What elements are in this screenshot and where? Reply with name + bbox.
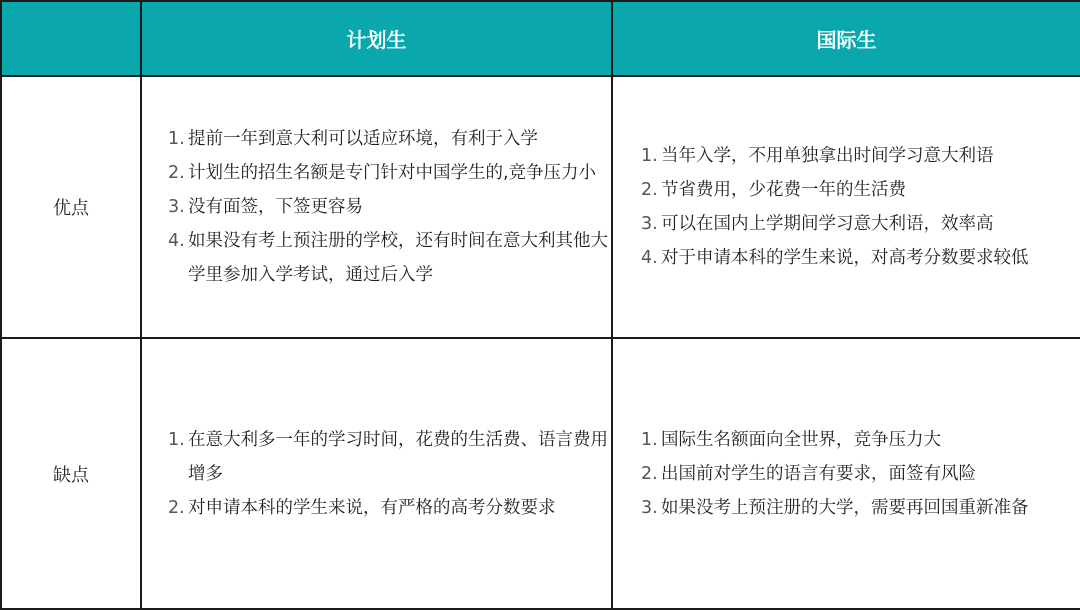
list-item: [641, 241, 1080, 275]
list-item: [641, 173, 1080, 207]
item-number: 2.: [168, 497, 185, 518]
cons-plan-list: [142, 423, 611, 525]
item-text: 出国前对学生的语言有要求，面签有风险: [661, 463, 976, 484]
header-corner-cell: [1, 1, 141, 76]
item-number: 2.: [641, 180, 658, 200]
list-item: [641, 423, 1080, 457]
pros-intl-list: [613, 139, 1080, 275]
item-text: 当年入学，不用单独拿出时间学习意大利语: [661, 146, 994, 166]
cons-intl-cell: [612, 338, 1080, 609]
item-text: 在意大利多一年的学习时间，花费的生活费、语言费用增多: [188, 429, 608, 484]
list-item: [641, 491, 1080, 525]
list-item: [168, 423, 611, 491]
list-item: [168, 224, 611, 292]
list-item: [168, 156, 611, 190]
list-item: [168, 190, 611, 224]
item-text: 对申请本科的学生来说，有严格的高考分数要求: [188, 497, 556, 518]
item-number: 2.: [168, 163, 185, 183]
item-text: 如果没考上预注册的大学，需要再回国重新准备: [661, 497, 1029, 518]
item-text: 对于申请本科的学生来说，对高考分数要求较低: [661, 248, 1029, 268]
header-row: [1, 1, 1080, 76]
item-text: 国际生名额面向全世界，竞争压力大: [661, 429, 941, 450]
pros-plan-list: [142, 122, 611, 292]
item-number: 3.: [168, 197, 185, 217]
item-number: 1.: [641, 429, 658, 450]
cons-intl-list: [613, 423, 1080, 525]
cons-row: [1, 338, 1080, 609]
item-number: 1.: [168, 429, 185, 450]
item-number: 4.: [641, 248, 658, 268]
item-text: 可以在国内上学期间学习意大利语，效率高: [661, 214, 994, 234]
cons-plan-cell: [141, 338, 612, 609]
item-text: 如果没有考上预注册的学校，还有时间在意大利其他大学里参加入学考试，通过后入学: [188, 231, 608, 285]
item-number: 2.: [641, 463, 658, 484]
item-number: 3.: [641, 497, 658, 518]
item-number: 3.: [641, 214, 658, 234]
row-label-cons: 缺点: [1, 338, 141, 609]
list-item: [641, 139, 1080, 173]
list-item: [168, 122, 611, 156]
pros-intl-cell: [612, 76, 1080, 338]
header-plan-student: 计划生: [141, 1, 612, 76]
item-number: 4.: [168, 231, 185, 251]
item-text: 没有面签，下签更容易: [188, 197, 363, 217]
item-text: 提前一年到意大利可以适应环境，有利于入学: [188, 129, 538, 149]
list-item: [168, 491, 611, 525]
pros-row: [1, 76, 1080, 338]
item-text: 计划生的招生名额是专门针对中国学生的,竞争压力小: [188, 163, 597, 183]
row-label-pros: 优点: [1, 76, 141, 338]
list-item: [641, 457, 1080, 491]
header-international-student: 国际生: [612, 1, 1080, 76]
item-number: 1.: [641, 146, 658, 166]
pros-plan-cell: [141, 76, 612, 338]
item-text: 节省费用，少花费一年的生活费: [661, 180, 906, 200]
item-number: 1.: [168, 129, 185, 149]
list-item: [641, 207, 1080, 241]
